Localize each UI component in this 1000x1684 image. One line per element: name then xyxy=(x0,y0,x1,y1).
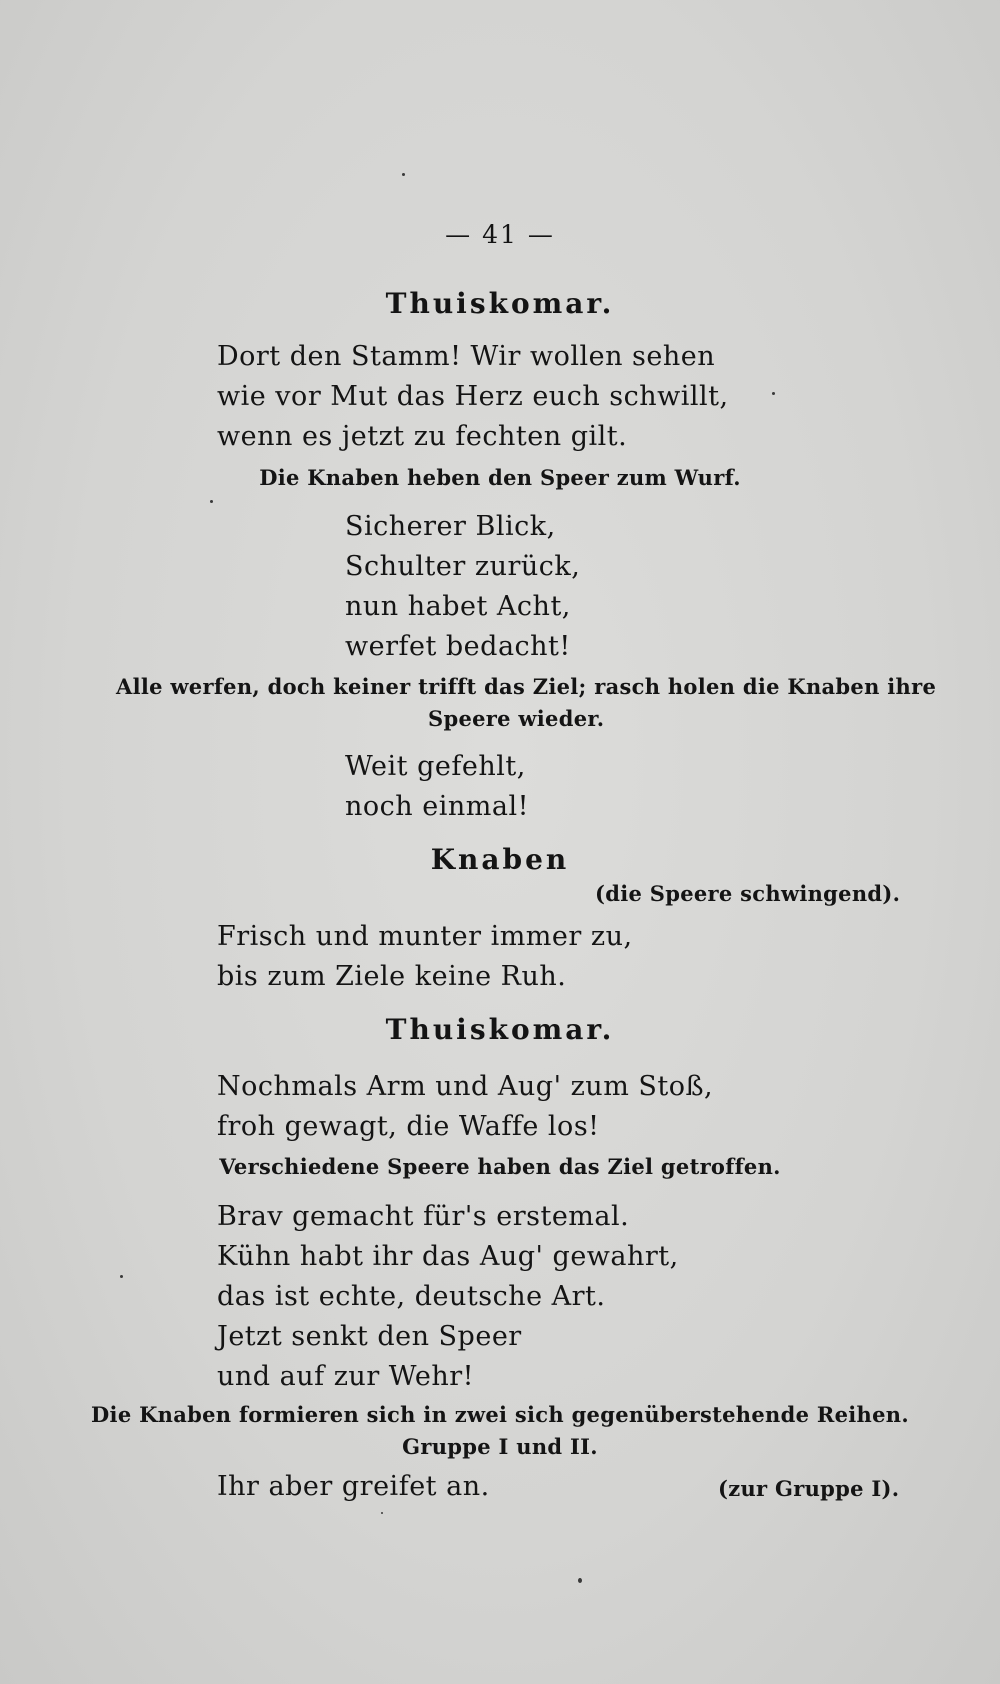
page-number: — 41 — xyxy=(445,220,555,249)
verse-line: Kühn habt ihr das Aug' gewahrt, xyxy=(217,1241,679,1272)
verse-line: Schulter zurück, xyxy=(345,551,581,582)
stage-direction: Die Knaben heben den Speer zum Wurf. xyxy=(259,465,741,490)
speaker-name: Thuiskomar. xyxy=(385,287,615,320)
verse-line: Frisch und munter immer zu, xyxy=(217,921,633,952)
stage-direction: Die Knaben formieren sich in zwei sich gegenüberstehende Reihen. xyxy=(91,1402,909,1427)
verse-line: Brav gemacht für's erstemal. xyxy=(217,1201,630,1232)
verse-line: das ist echte, deutsche Art. xyxy=(217,1281,606,1312)
speaker-name: Thuiskomar. xyxy=(385,1013,615,1046)
paper-speck xyxy=(402,173,405,176)
stage-direction: Alle werfen, doch keiner trifft das Ziel; rasch holen die Knaben ihre xyxy=(116,674,937,699)
paper-speck xyxy=(772,392,775,395)
verse-line: nun habet Acht, xyxy=(345,591,571,622)
stage-direction: Verschiedene Speere haben das Ziel getroffen. xyxy=(219,1154,781,1179)
verse-line: Ihr aber greifet an. xyxy=(217,1471,490,1502)
paper-speck xyxy=(120,1275,123,1278)
verse-line: Nochmals Arm und Aug' zum Stoß, xyxy=(217,1071,714,1102)
verse-line: Jetzt senkt den Speer xyxy=(217,1321,522,1352)
speaker-name: Knaben xyxy=(430,843,570,876)
stage-direction: Speere wieder. xyxy=(428,706,605,731)
paper-speck xyxy=(381,1512,383,1514)
stage-direction: (zur Gruppe I). xyxy=(718,1476,900,1501)
verse-line: noch einmal! xyxy=(345,791,529,822)
paper-speck xyxy=(210,500,213,503)
verse-line: Sicherer Blick, xyxy=(345,511,556,542)
verse-line: wenn es jetzt zu fechten gilt. xyxy=(217,421,628,452)
verse-line: wie vor Mut das Herz euch schwillt, xyxy=(217,381,729,412)
verse-line: froh gewagt, die Waffe los! xyxy=(217,1111,600,1142)
paper-speck xyxy=(578,1578,582,1583)
verse-line: Dort den Stamm! Wir wollen sehen xyxy=(217,341,716,372)
stage-direction: (die Speere schwingend). xyxy=(595,881,901,906)
verse-line: bis zum Ziele keine Ruh. xyxy=(217,961,567,992)
verse-line: Weit gefehlt, xyxy=(345,751,526,782)
verse-line: werfet bedacht! xyxy=(345,631,571,662)
verse-line: und auf zur Wehr! xyxy=(217,1361,474,1392)
stage-direction: Gruppe I und II. xyxy=(402,1434,598,1459)
